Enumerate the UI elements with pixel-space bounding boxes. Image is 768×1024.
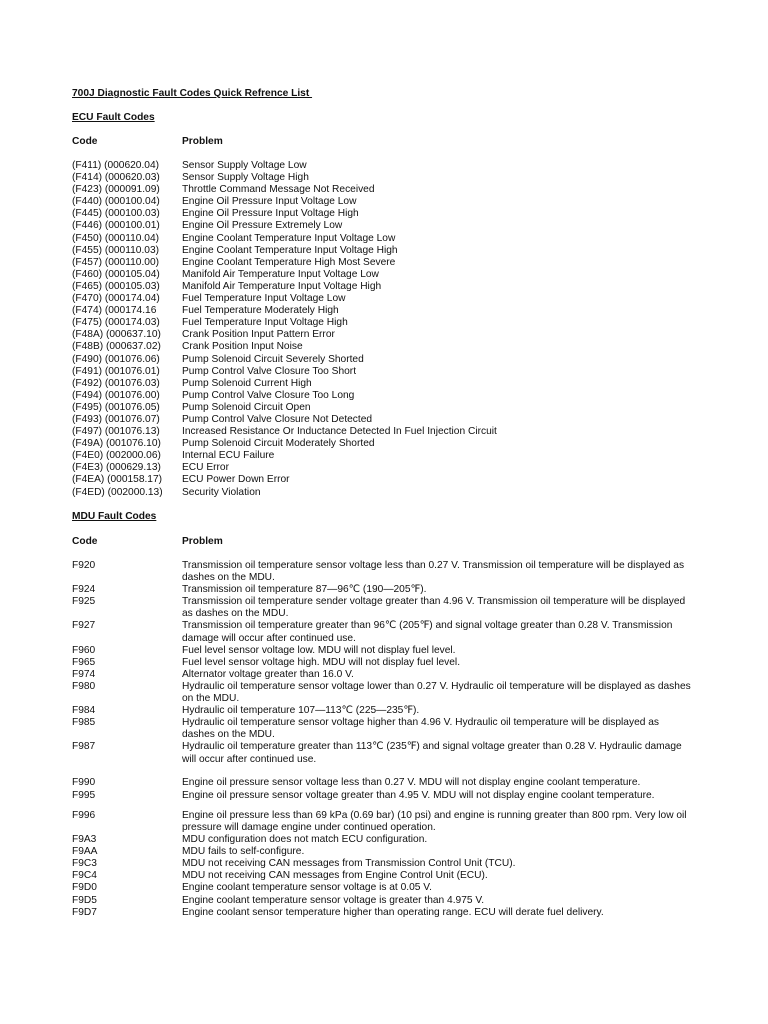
fault-code: F987 [72,741,96,753]
fault-code: (F48B) (000637.02) [72,341,161,353]
fault-problem: Hydraulic oil temperature greater than 113℃ (235℉) and signal voltage greater than 0.28 V. Hydraulic damage will occur after continued use. [182,741,682,765]
fault-problem: Fuel Temperature Input Voltage High [182,317,348,329]
table-row [72,341,692,353]
fault-problem: Fuel Temperature Moderately High [182,305,339,317]
fault-code: F9A3 [72,834,97,846]
fault-code: F9D0 [72,882,97,894]
fault-code: (F4ED) (002000.13) [72,486,163,498]
ecu-section-heading: ECU Fault Codes [72,112,155,123]
table-row [72,317,692,329]
fault-problem: Pump Solenoid Circuit Open [182,401,311,413]
fault-problem: Engine coolant temperature sensor voltage is at 0.05 V. [182,882,432,894]
fault-code: F980 [72,680,96,692]
table-row [72,620,692,644]
fault-code: (F4E0) (002000.06) [72,450,161,462]
table-row [72,305,692,317]
fault-problem: Pump Solenoid Circuit Severely Shorted [182,353,364,365]
fault-problem: Pump Control Valve Closure Too Short [182,365,357,377]
fault-problem: Manifold Air Temperature Input Voltage High [182,280,382,292]
fault-problem: Engine oil pressure sensor voltage less than 0.27 V. MDU will not display engine coolant temperature. [182,777,641,789]
fault-code: (F470) (000174.04) [72,293,160,305]
fault-problem: Engine Coolant Temperature Input Voltage High [182,244,398,256]
fault-code: (F48A) (000637.10) [72,329,161,341]
fault-code: (F423) (000091.09) [72,184,160,196]
fault-problem: Engine Oil Pressure Input Voltage Low [182,196,357,208]
fault-code: (F414) (000620.03) [72,172,160,184]
ecu-problem-header: Problem [182,136,223,147]
table-row [72,870,692,882]
fault-code: (F411) (000620.04) [72,160,160,171]
table-row [72,233,692,245]
table-row [72,560,692,584]
table-row [72,414,692,426]
table-row [72,810,692,834]
fault-problem: MDU not receiving CAN messages from Transmission Control Unit (TCU). [182,858,516,870]
fault-problem: Transmission oil temperature sensor voltage less than 0.27 V. Transmission oil temperature will be displayed as dashes on the MDU. [182,560,685,584]
fault-problem: Crank Position Input Noise [182,341,303,353]
fault-problem: Hydraulic oil temperature sensor voltage lower than 0.27 V. Hydraulic oil temperature will be displayed as dashes on the MDU. [182,680,691,705]
ecu-fault-table [72,160,692,499]
table-row [72,184,692,196]
mdu-section-heading: MDU Fault Codes [72,511,157,522]
table-row [72,402,692,414]
fault-code: (F4E3) (000629.13) [72,462,161,474]
table-row [72,882,692,894]
table-row [72,366,692,378]
fault-code: (F49A) (001076.10) [72,438,161,450]
fault-problem: Engine Oil Pressure Input Voltage High [182,208,359,220]
fault-code: (F474) (000174.16 [72,305,157,317]
table-row [72,681,692,705]
table-row [72,790,692,810]
fault-problem: Sensor Supply Voltage High [182,172,309,184]
table-row [72,196,692,208]
ecu-code-header: Code [72,136,98,147]
table-row [72,329,692,341]
fault-code: F924 [72,584,96,596]
fault-code: (F446) (000100.01) [72,220,160,232]
fault-code: F920 [72,560,96,571]
fault-problem: Internal ECU Failure [182,450,275,462]
mdu-code-header: Code [72,536,98,547]
fault-problem: Increased Resistance Or Inductance Detected In Fuel Injection Circuit [182,426,497,438]
table-row [72,269,692,281]
fault-code: F9D7 [72,906,97,918]
table-row [72,705,692,717]
fault-code: (F493) (001076.07) [72,413,160,425]
table-row [72,858,692,870]
fault-problem: Engine Coolant Temperature High Most Severe [182,256,396,268]
table-row [72,596,692,620]
fault-code: (F494) (001076.00) [72,389,160,401]
fault-code: F9C3 [72,858,97,870]
fault-code: (F490) (001076.06) [72,353,160,365]
fault-code: (F491) (001076.01) [72,365,160,377]
table-row [72,172,692,184]
table-row [72,281,692,293]
fault-code: F927 [72,620,96,632]
table-row [72,450,692,462]
fault-code: F960 [72,644,96,656]
fault-problem: Engine Coolant Temperature Input Voltage Low [182,232,396,244]
fault-code: (F445) (000100.03) [72,208,160,220]
fault-code: (F450) (000110.04) [72,232,160,244]
fault-problem: ECU Power Down Error [182,474,290,486]
fault-problem: Manifold Air Temperature Input Voltage Low [182,268,379,280]
fault-problem: Pump Solenoid Circuit Moderately Shorted [182,438,375,450]
fault-problem: ECU Error [182,462,229,474]
table-row [72,895,692,907]
table-row [72,584,692,596]
fault-problem: Crank Position Input Pattern Error [182,329,335,341]
table-row [72,834,692,846]
mdu-fault-table [72,560,692,919]
table-row [72,907,692,919]
table-row [72,160,692,172]
fault-problem: Engine Oil Pressure Extremely Low [182,220,343,232]
table-row [72,257,692,269]
table-row [72,657,692,669]
table-row [72,846,692,858]
table-row [72,669,692,681]
fault-problem: Transmission oil temperature 87—96℃ (190—205℉). [182,584,427,596]
fault-code: F995 [72,789,96,801]
document-title: 700J Diagnostic Fault Codes Quick Refrence List [72,88,313,99]
fault-problem: Alternator voltage greater than 16.0 V. [182,668,354,680]
fault-problem: Hydraulic oil temperature 107—113℃ (225—235℉). [182,705,420,717]
fault-code: (F492) (001076.03) [72,377,160,389]
table-row [72,438,692,450]
fault-problem: Engine coolant sensor temperature higher than operating range. ECU will derate fuel delivery. [182,906,604,918]
fault-problem: Pump Solenoid Current High [182,377,312,389]
fault-code: F925 [72,596,96,608]
fault-problem: Transmission oil temperature greater than 96℃ (205℉) and signal voltage greater than 0.28 V. Transmission damage will occur after continued use. [182,620,673,644]
fault-code: F9D5 [72,894,97,906]
fault-problem: Transmission oil temperature sender voltage greater than 4.96 V. Transmission oil temperature will be displayed as dashes on the MDU. [182,596,686,620]
fault-code: (F460) (000105.04) [72,268,160,280]
fault-problem: Sensor Supply Voltage Low [182,160,307,171]
fault-code: (F440) (000100.04) [72,196,160,208]
fault-code: F974 [72,668,96,680]
fault-code: (F457) (000110.00) [72,256,160,268]
fault-problem: Fuel level sensor voltage high. MDU will not display fuel level. [182,656,461,668]
fault-code: F996 [72,809,96,821]
fault-code: (F465) (000105.03) [72,280,160,292]
fault-problem: Engine coolant temperature sensor voltage is greater than 4.975 V. [182,894,485,906]
fault-problem: MDU fails to self-configure. [182,846,305,858]
fault-code: F9C4 [72,870,97,882]
table-row [72,390,692,402]
fault-problem: Security Violation [182,486,261,498]
table-row [72,245,692,257]
fault-problem: Hydraulic oil temperature sensor voltage higher than 4.96 V. Hydraulic oil temperature will be displayed as dashes on the MDU. [182,717,659,741]
fault-code: (F4EA) (000158.17) [72,474,163,486]
fault-problem: MDU not receiving CAN messages from Engine Control Unit (ECU). [182,870,488,882]
fault-problem: Engine oil pressure sensor voltage greater than 4.95 V. MDU will not display engine coolant temperature. [182,789,655,801]
fault-code: (F475) (000174.03) [72,317,160,329]
fault-code: F9AA [72,846,98,858]
table-row [72,293,692,305]
fault-code: (F497) (001076.13) [72,426,160,438]
fault-problem: Pump Control Valve Closure Not Detected [182,413,373,425]
fault-problem: Engine oil pressure less than 69 kPa (0.69 bar) (10 psi) and engine is running greater than 800 rpm. Very low oil pressure will damage engine under continued operation. [182,809,687,833]
table-row [72,208,692,220]
table-row [72,487,692,499]
table-row [72,777,692,790]
mdu-problem-header: Problem [182,536,223,547]
table-row [72,426,692,438]
table-row [72,717,692,741]
fault-problem: Fuel Temperature Input Voltage Low [182,293,346,305]
fault-problem: MDU configuration does not match ECU configuration. [182,834,428,846]
table-row [72,220,692,232]
fault-code: (F455) (000110.03) [72,244,160,256]
table-row [72,354,692,366]
table-row [72,474,692,486]
table-row [72,378,692,390]
table-row [72,645,692,657]
table-row [72,741,692,777]
fault-code: (F495) (001076.05) [72,401,160,413]
fault-code: F985 [72,717,96,729]
fault-problem: Fuel level sensor voltage low. MDU will not display fuel level. [182,644,456,656]
fault-problem: Pump Control Valve Closure Too Long [182,389,355,401]
fault-problem: Throttle Command Message Not Received [182,184,375,196]
table-row [72,462,692,474]
fault-code: F990 [72,777,96,789]
fault-code: F965 [72,656,96,668]
fault-code: F984 [72,705,96,717]
